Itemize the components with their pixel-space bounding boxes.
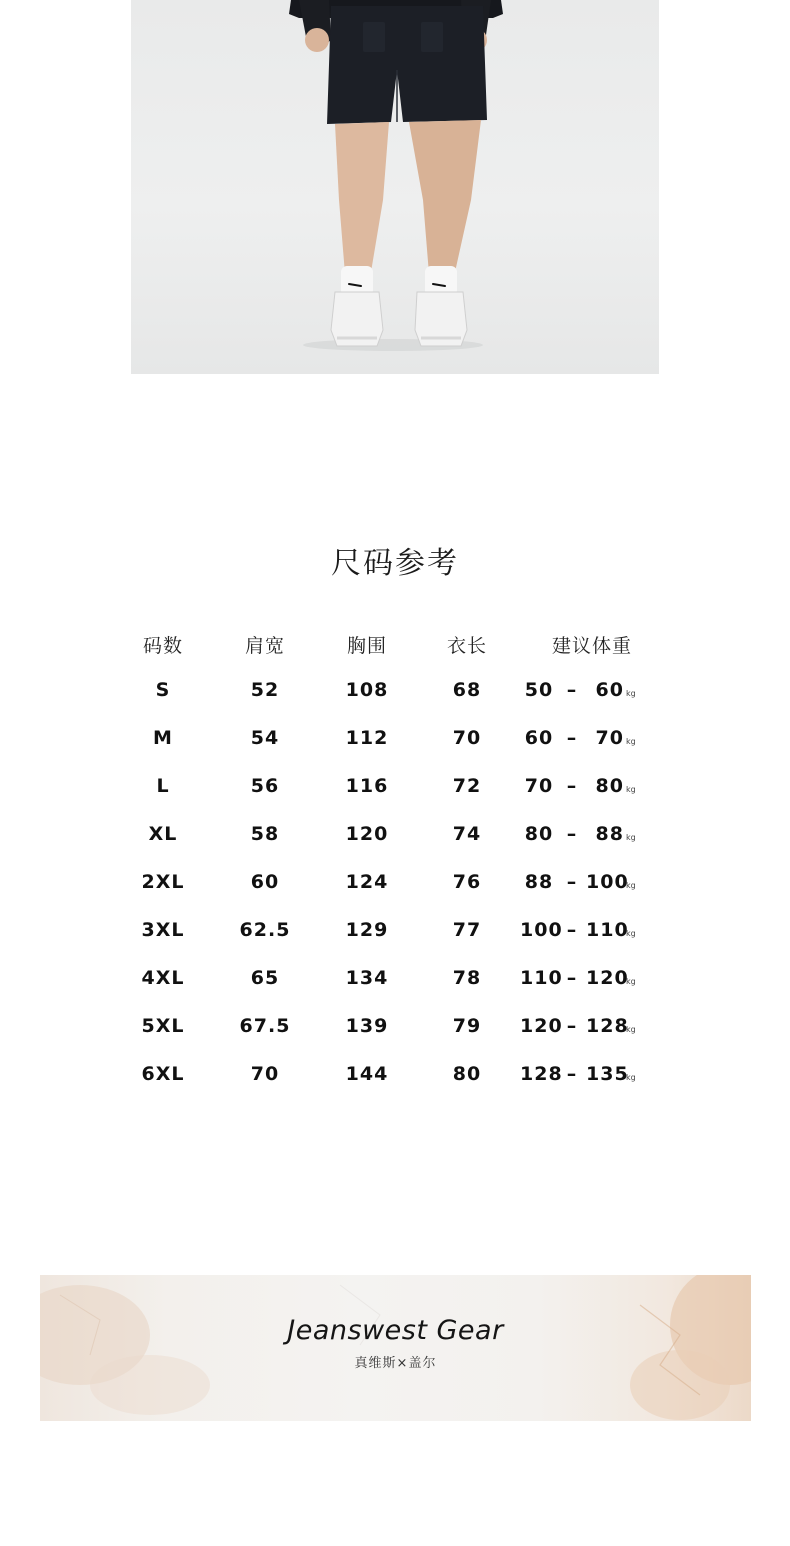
weight-cell	[516, 679, 668, 701]
weight-separator: –	[566, 727, 578, 749]
table-row	[112, 714, 668, 762]
weight-from: 80	[524, 823, 554, 845]
weight-separator: –	[566, 967, 578, 989]
chest-cell: 108	[345, 679, 389, 701]
weight-unit: kg	[626, 1073, 636, 1082]
model-back-view-illustration	[131, 0, 659, 374]
size-cell: XL	[148, 823, 178, 845]
table-row	[112, 954, 668, 1002]
shoulder-cell: 62.5	[239, 919, 291, 941]
length-cell: 80	[452, 1063, 482, 1085]
chest-cell: 134	[345, 967, 389, 989]
size-cell: S	[155, 679, 171, 701]
chest-cell: 120	[345, 823, 389, 845]
shoulder-cell: 56	[250, 775, 280, 797]
weight-separator: –	[566, 919, 578, 941]
chest-cell: 144	[345, 1063, 389, 1085]
size-cell: 4XL	[141, 967, 185, 989]
shoulder-cell: 54	[250, 727, 280, 749]
weight-unit: kg	[626, 833, 636, 842]
weight-from: 60	[524, 727, 554, 749]
shoulder-cell: 67.5	[239, 1015, 291, 1037]
weight-unit: kg	[626, 737, 636, 746]
shoulder-cell: 65	[250, 967, 280, 989]
weight-cell	[516, 967, 668, 989]
shoulder-cell: 52	[250, 679, 280, 701]
length-cell: 79	[452, 1015, 482, 1037]
table-row	[112, 666, 668, 714]
stone-texture-illustration	[40, 1275, 751, 1421]
weight-to: 100	[586, 871, 629, 893]
weight-to: 70	[595, 727, 624, 749]
table-row	[112, 1002, 668, 1050]
table-row	[112, 906, 668, 954]
weight-cell	[516, 1015, 668, 1037]
chest-cell: 139	[345, 1015, 389, 1037]
size-cell: 5XL	[141, 1015, 185, 1037]
weight-cell	[516, 919, 668, 941]
weight-cell	[516, 727, 668, 749]
table-row	[112, 762, 668, 810]
weight-separator: –	[566, 679, 578, 701]
brand-banner	[40, 1275, 751, 1421]
weight-from: 110	[520, 967, 563, 989]
weight-from: 50	[524, 679, 554, 701]
weight-cell	[516, 775, 668, 797]
weight-from: 120	[520, 1015, 563, 1037]
length-cell: 68	[452, 679, 482, 701]
length-cell: 74	[452, 823, 482, 845]
weight-separator: –	[566, 823, 578, 845]
size-chart-header-row	[112, 624, 668, 664]
shoulder-cell: 58	[250, 823, 280, 845]
header-weight: 建议体重	[551, 634, 632, 657]
size-chart-table	[112, 624, 668, 1098]
weight-unit: kg	[626, 785, 636, 794]
chest-cell: 124	[345, 871, 389, 893]
table-row	[112, 858, 668, 906]
weight-unit: kg	[626, 977, 636, 986]
weight-to: 110	[586, 919, 629, 941]
weight-cell	[516, 1063, 668, 1085]
header-length: 衣长	[446, 634, 487, 657]
chest-cell: 116	[345, 775, 389, 797]
weight-to: 88	[595, 823, 624, 845]
weight-from: 88	[524, 871, 554, 893]
size-chart-title: 尺码参考	[331, 546, 459, 581]
size-cell: 6XL	[141, 1063, 185, 1085]
size-cell: M	[153, 727, 173, 749]
table-row	[112, 1050, 668, 1098]
weight-separator: –	[566, 1063, 578, 1085]
weight-separator: –	[566, 871, 578, 893]
weight-to: 128	[586, 1015, 629, 1037]
header-chest: 胸围	[346, 634, 387, 657]
shoulder-cell: 70	[250, 1063, 280, 1085]
size-cell: 2XL	[141, 871, 185, 893]
length-cell: 70	[452, 727, 482, 749]
weight-to: 80	[595, 775, 624, 797]
weight-unit: kg	[626, 881, 636, 890]
weight-cell	[516, 823, 668, 845]
chest-cell: 112	[345, 727, 389, 749]
size-cell: 3XL	[141, 919, 185, 941]
weight-to: 135	[586, 1063, 629, 1085]
weight-to: 120	[586, 967, 629, 989]
brand-subtitle: 真维斯×盖尔	[354, 1356, 437, 1371]
weight-unit: kg	[626, 929, 636, 938]
weight-from: 100	[520, 919, 563, 941]
length-cell: 77	[452, 919, 482, 941]
table-row	[112, 810, 668, 858]
weight-unit: kg	[626, 1025, 636, 1034]
shoulder-cell: 60	[250, 871, 280, 893]
size-cell: L	[156, 775, 170, 797]
weight-separator: –	[566, 1015, 578, 1037]
weight-cell	[516, 871, 668, 893]
weight-to: 60	[595, 679, 624, 701]
header-shoulder: 肩宽	[244, 634, 285, 657]
brand-logo-text: Jeanswest Gear	[287, 1315, 504, 1346]
product-photo	[131, 0, 659, 374]
weight-separator: –	[566, 775, 578, 797]
length-cell: 72	[452, 775, 482, 797]
length-cell: 78	[452, 967, 482, 989]
header-size: 码数	[142, 634, 183, 657]
weight-from: 70	[524, 775, 554, 797]
length-cell: 76	[452, 871, 482, 893]
weight-unit: kg	[626, 689, 636, 698]
weight-from: 128	[520, 1063, 563, 1085]
chest-cell: 129	[345, 919, 389, 941]
